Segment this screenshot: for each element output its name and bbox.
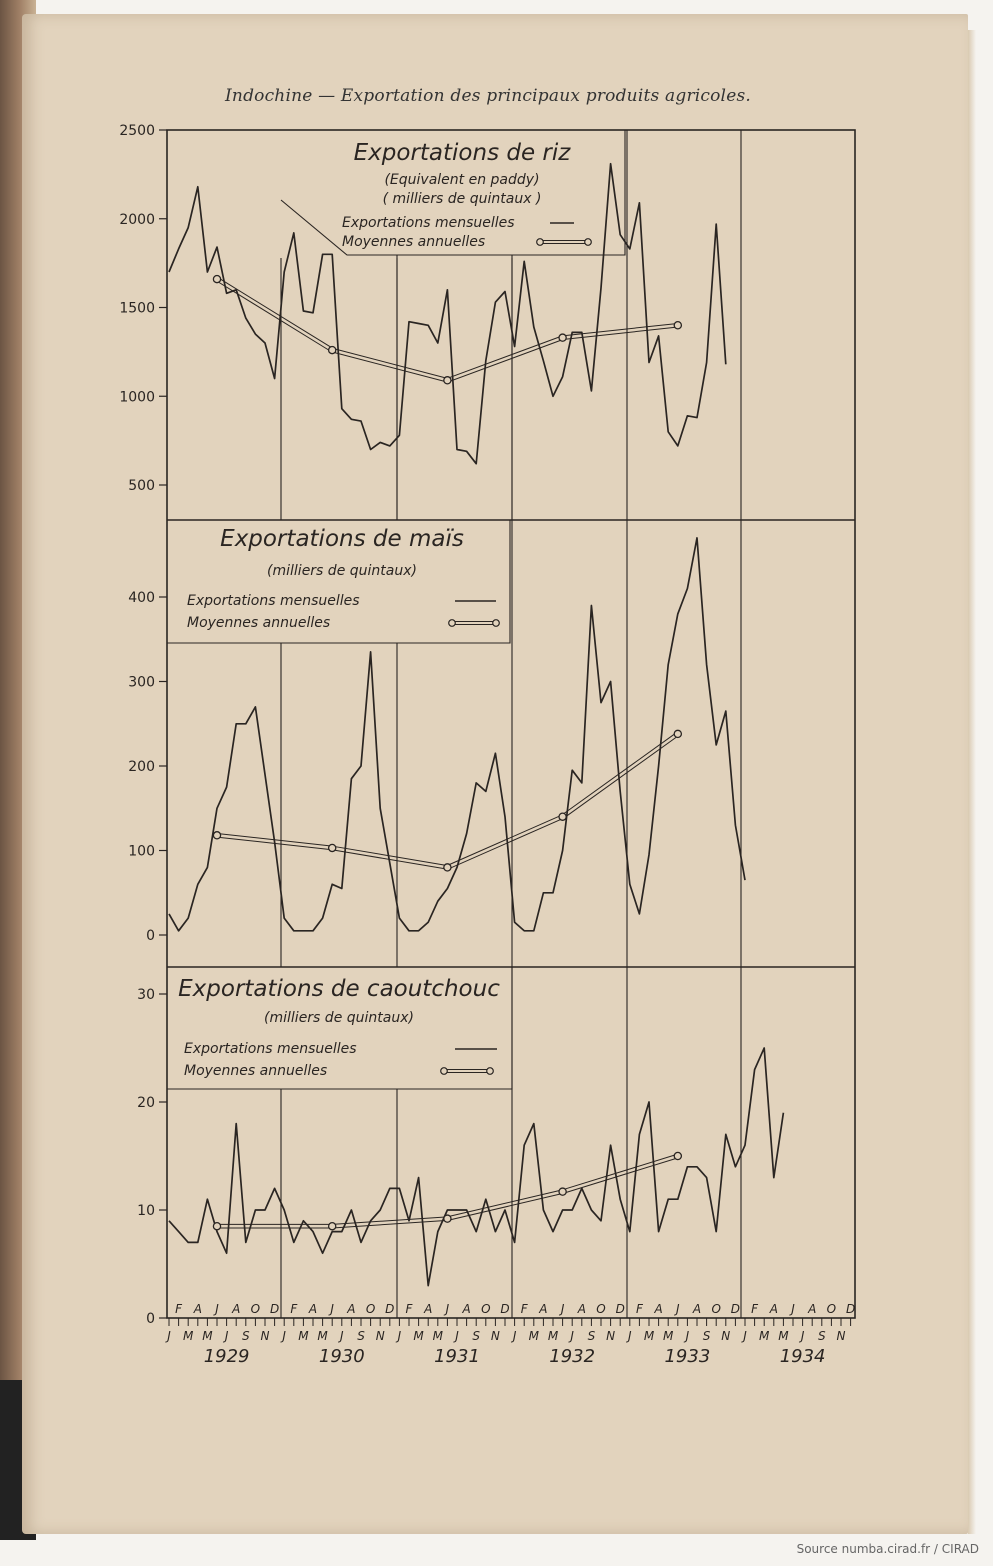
series-line-annual	[332, 352, 447, 382]
x-month-label: O	[711, 1302, 721, 1316]
series-line-monthly	[169, 164, 726, 464]
x-month-label: F	[520, 1302, 528, 1316]
x-year-label: 1930	[318, 1346, 365, 1367]
x-month-label: A	[539, 1302, 548, 1316]
x-month-label: O	[826, 1302, 837, 1316]
x-month-label: F	[175, 1302, 183, 1316]
annual-point	[444, 864, 451, 871]
series-line-annual	[563, 327, 678, 339]
x-month-label: J	[570, 1329, 574, 1343]
x-month-label: N	[260, 1329, 270, 1343]
x-month-label: O	[481, 1302, 491, 1316]
chart-subtitle: ( milliers de quintaux )	[382, 191, 542, 207]
x-month-label: O	[596, 1302, 606, 1316]
y-tick-label: 1000	[119, 389, 155, 406]
annual-point	[559, 1188, 566, 1195]
x-month-label: A	[654, 1302, 663, 1316]
x-month-label: S	[357, 1329, 365, 1343]
x-month-label: A	[347, 1302, 356, 1316]
x-year-label: 1933	[664, 1346, 711, 1367]
legend-label-monthly: Exportations mensuelles	[184, 1041, 357, 1057]
annual-point	[329, 844, 336, 851]
x-month-label: F	[751, 1302, 759, 1316]
y-tick-label: 0	[146, 1311, 155, 1327]
y-tick-label: 200	[128, 759, 155, 775]
legend-label-annual: Moyennes annuelles	[184, 1063, 328, 1079]
x-month-label: S	[241, 1329, 250, 1343]
annual-point	[674, 1152, 681, 1159]
annual-point	[444, 1215, 451, 1222]
legend-label-annual: Moyennes annuelles	[342, 234, 486, 250]
legend-ring	[493, 620, 500, 627]
x-month-label: M	[547, 1329, 559, 1343]
x-month-label: A	[232, 1302, 241, 1316]
x-year-label: 1929	[203, 1346, 250, 1367]
x-month-label: N	[721, 1329, 731, 1343]
annual-point	[213, 1223, 220, 1230]
x-month-label: N	[490, 1329, 500, 1343]
x-month-label: O	[365, 1302, 376, 1316]
annual-point	[213, 832, 220, 839]
annual-point	[329, 1223, 336, 1230]
x-month-label: A	[808, 1302, 817, 1316]
x-month-label: M	[183, 1329, 194, 1343]
x-year-label: 1931	[434, 1346, 480, 1367]
chart-subtitle: (Equivalent en paddy)	[384, 172, 540, 188]
series-line-annual	[562, 1154, 677, 1190]
x-month-label: A	[308, 1302, 318, 1316]
x-month-label: M	[432, 1329, 443, 1343]
x-month-label: J	[743, 1329, 747, 1343]
series-line-annual	[448, 339, 563, 382]
x-month-label: S	[472, 1329, 481, 1343]
legend-ring	[487, 1068, 494, 1075]
y-tick-label: 20	[137, 1095, 155, 1111]
legend-label-monthly: Exportations mensuelles	[187, 593, 360, 609]
x-year-label: 1934	[779, 1346, 826, 1367]
x-month-label: D	[615, 1302, 625, 1316]
source-credit: Source numba.cirad.fr / CIRAD	[796, 1542, 979, 1556]
x-month-label: M	[528, 1329, 539, 1343]
x-month-label: M	[202, 1329, 213, 1343]
x-month-label: J	[340, 1329, 344, 1343]
x-month-label: J	[685, 1329, 690, 1343]
chart-frame	[167, 130, 855, 1318]
x-month-label: J	[512, 1329, 517, 1343]
annual-point	[674, 730, 681, 737]
x-month-label: N	[606, 1329, 616, 1343]
y-tick-label: 1500	[119, 300, 155, 317]
y-tick-label: 2000	[119, 211, 155, 228]
x-month-label: A	[769, 1302, 778, 1316]
series-line-annual	[216, 281, 331, 352]
annual-point	[559, 334, 566, 341]
x-month-label: S	[702, 1329, 711, 1343]
x-month-label: J	[455, 1329, 459, 1343]
x-month-label: S	[587, 1329, 596, 1343]
chart-subtitle: (milliers de quintaux)	[264, 1010, 414, 1026]
series-line-annual	[218, 278, 333, 349]
y-tick-label: 2500	[119, 123, 155, 139]
x-month-label: J	[445, 1302, 450, 1316]
x-month-label: J	[397, 1329, 402, 1343]
legend-label-monthly: Exportations mensuelles	[342, 215, 515, 231]
x-month-label: A	[462, 1302, 471, 1316]
x-month-label: A	[193, 1302, 202, 1316]
x-month-label: J	[330, 1302, 334, 1316]
x-month-label: F	[290, 1302, 298, 1316]
y-tick-label: 10	[137, 1203, 155, 1219]
annual-point	[213, 276, 220, 283]
x-month-label: F	[405, 1302, 413, 1316]
x-month-label: S	[817, 1329, 826, 1343]
x-month-label: J	[167, 1329, 171, 1343]
chart-title: Exportations de riz	[353, 140, 571, 166]
series-line-annual	[332, 1217, 447, 1225]
page-running-title: Indochine — Exportation des principaux produits agricoles.	[225, 86, 751, 106]
chart-title: Exportations de caoutchouc	[178, 976, 500, 1002]
x-month-label: O	[250, 1302, 261, 1316]
x-month-label: J	[791, 1302, 795, 1316]
series-line-annual	[332, 1220, 447, 1228]
x-month-label: D	[500, 1302, 510, 1316]
legend-ring	[441, 1068, 448, 1075]
x-year-label: 1932	[549, 1346, 596, 1367]
series-line-annual	[563, 1158, 678, 1194]
series-line-annual	[562, 732, 677, 815]
x-month-label: M	[643, 1329, 655, 1343]
x-month-label: J	[224, 1329, 229, 1343]
x-month-label: J	[628, 1329, 632, 1343]
x-month-label: M	[298, 1329, 309, 1343]
chart-subtitle: (milliers de quintaux)	[267, 563, 417, 579]
x-month-label: J	[282, 1329, 286, 1343]
legend-ring	[449, 620, 456, 627]
x-month-label: A	[424, 1302, 433, 1316]
x-month-label: M	[759, 1329, 770, 1343]
x-month-label: M	[317, 1329, 328, 1343]
x-month-label: J	[560, 1302, 565, 1316]
annual-point	[559, 813, 566, 820]
series-line-monthly	[169, 1048, 783, 1286]
annual-point	[444, 377, 451, 384]
x-month-label: J	[800, 1329, 805, 1343]
series-line-annual	[333, 348, 448, 378]
annual-point	[674, 322, 681, 329]
x-month-label: F	[635, 1302, 643, 1316]
x-month-label: M	[663, 1329, 674, 1343]
legend-ring	[537, 239, 544, 246]
series-line-annual	[447, 336, 562, 379]
x-month-label: A	[692, 1302, 702, 1316]
x-month-label: D	[385, 1302, 395, 1316]
x-month-label: N	[375, 1329, 385, 1343]
y-tick-label: 300	[128, 674, 155, 691]
x-month-label: N	[836, 1329, 846, 1343]
x-month-label: J	[215, 1302, 219, 1316]
chart-title: Exportations de maïs	[220, 526, 464, 552]
x-month-label: J	[676, 1302, 680, 1316]
legend-label-annual: Moyennes annuelles	[187, 615, 331, 631]
y-tick-label: 400	[128, 590, 155, 606]
y-tick-label: 0	[146, 928, 155, 944]
x-month-label: M	[778, 1329, 789, 1343]
series-line-annual	[562, 323, 677, 335]
x-month-label: D	[845, 1302, 856, 1316]
x-month-label: M	[413, 1329, 424, 1343]
annual-point	[329, 347, 336, 354]
y-tick-label: 30	[137, 987, 155, 1003]
x-month-label: A	[577, 1302, 586, 1316]
x-month-label: D	[269, 1302, 280, 1316]
y-tick-label: 100	[128, 843, 155, 860]
x-month-label: D	[730, 1302, 741, 1316]
legend-ring	[585, 239, 592, 246]
y-tick-label: 500	[128, 478, 155, 494]
